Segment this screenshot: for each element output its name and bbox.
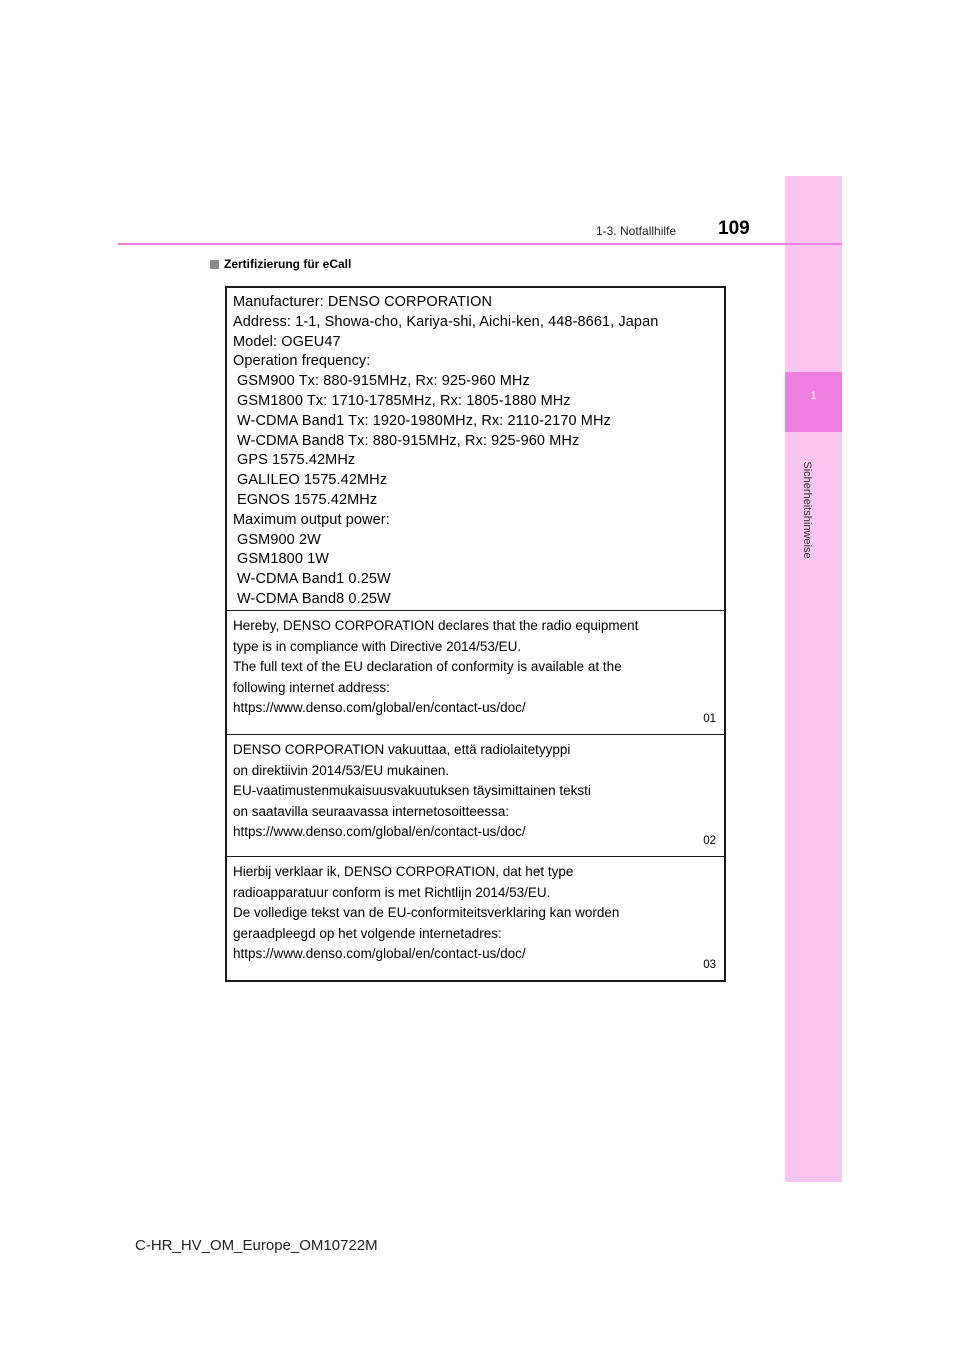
header-rule: [118, 243, 842, 245]
spec-line: GSM900 Tx: 880-915MHz, Rx: 925-960 MHz: [237, 373, 530, 390]
spec-line: EGNOS 1575.42MHz: [237, 492, 378, 508]
section-title: 1-3. Notfallhilfe: [596, 224, 677, 238]
chapter-label: Sicherheitshinweise: [801, 461, 813, 559]
square-icon: [210, 260, 219, 269]
declaration-line: following internet address:: [233, 679, 390, 695]
spec-line: Address: 1-1, Showa-cho, Kariya-shi, Aichi-ken, 448-8661, Japan: [233, 313, 659, 330]
declaration-line: on saatavilla seuraavassa internetosoitteessa:: [233, 803, 510, 819]
spec-line: Model: OGEU47: [233, 333, 341, 350]
declaration-line: EU-vaatimustenmukaisuusvakuutuksen täysimittainen teksti: [233, 783, 591, 798]
spec-line: Manufacturer: DENSO CORPORATION: [233, 294, 493, 310]
spec-panel: [227, 288, 724, 610]
spec-line: Operation frequency:: [233, 353, 371, 370]
spec-line: GSM1800 1W: [237, 551, 330, 568]
spec-line: GPS 1575.42MHz: [237, 452, 356, 469]
declaration-line: DENSO CORPORATION vakuuttaa, että radiolaitetyyppi: [233, 742, 571, 757]
spec-line: GALILEO 1575.42MHz: [237, 472, 388, 489]
declaration-code: 01: [703, 713, 716, 725]
chapter-number: 1: [810, 390, 817, 402]
declaration-line: on direktiivin 2014/53/EU mukainen.: [233, 762, 450, 778]
spec-line: Maximum output power:: [233, 511, 390, 528]
declaration-line: De volledige tekst van de EU-conformiteitsverklaring kan worden: [233, 905, 620, 920]
document-code: C-HR_HV_OM_Europe_OM10722M: [135, 1237, 378, 1254]
subheading: [210, 257, 351, 271]
spec-line: GSM1800 Tx: 1710-1785MHz, Rx: 1805-1880 MHz: [237, 393, 571, 409]
subheading-text: Zertifizierung für eCall: [224, 257, 352, 271]
declaration-panel-fi: [227, 734, 724, 856]
declaration-line: Hereby, DENSO CORPORATION declares that the radio equipment: [233, 618, 639, 633]
spec-line: W-CDMA Band1 Tx: 1920-1980MHz, Rx: 2110-2170 MHz: [237, 412, 611, 429]
declaration-line: type is in compliance with Directive 2014/53/EU.: [233, 638, 522, 654]
spec-line: GSM900 2W: [237, 531, 321, 548]
declaration-line: https://www.denso.com/global/en/contact-us/doc/: [233, 700, 526, 715]
spec-line: W-CDMA Band8 0.25W: [237, 591, 391, 607]
side-tab: [785, 176, 842, 1182]
declaration-code: 02: [703, 835, 716, 847]
declaration-line: The full text of the EU declaration of conformity is available at the: [233, 659, 622, 674]
declaration-panel-nl: [227, 856, 724, 980]
declaration-line: https://www.denso.com/global/en/contact-us/doc/: [233, 946, 526, 961]
declaration-line: geraadpleegd op het volgende internetadres:: [233, 925, 502, 941]
spec-line: W-CDMA Band8 Tx: 880-915MHz, Rx: 925-960 MHz: [237, 432, 580, 449]
declaration-line: Hierbij verklaar ik, DENSO CORPORATION, dat het type: [233, 864, 574, 879]
page-number: 109: [718, 218, 750, 239]
declaration-code: 03: [703, 959, 716, 971]
declaration-line: radioapparatuur conform is met Richtlijn 2014/53/EU.: [233, 884, 551, 900]
side-tab-chapter-marker: [785, 372, 842, 432]
certification-label: [225, 286, 726, 982]
declaration-line: https://www.denso.com/global/en/contact-us/doc/: [233, 824, 526, 839]
spec-line: W-CDMA Band1 0.25W: [237, 571, 391, 588]
declaration-panel-en: [227, 610, 724, 734]
